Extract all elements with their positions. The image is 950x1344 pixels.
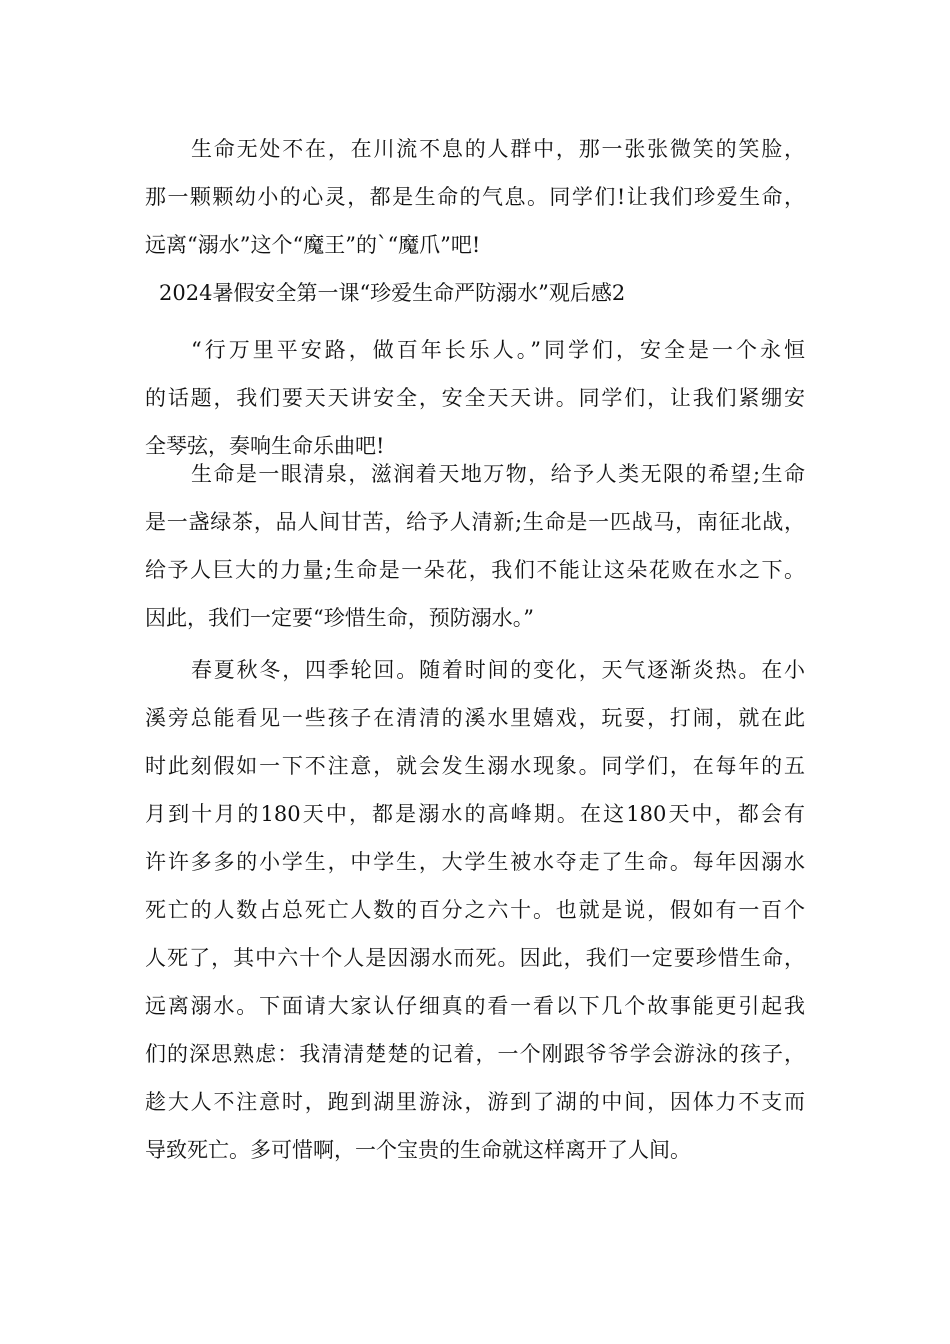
paragraph-line: 因此，我们一定要“珍惜生命，预防溺水。” xyxy=(145,606,534,630)
paragraph-line: 给予人巨大的力量;生命是一朵花，我们不能让这朵花败在水之下。 xyxy=(145,558,805,582)
paragraph-4 xyxy=(145,646,805,1174)
paragraph-line: 人死了，其中六十个人是因溺水而死。因此，我们一定要珍惜生命， xyxy=(145,946,805,970)
paragraph-line: 死亡的人数占总死亡人数的百分之六十。也就是说，假如有一百个 xyxy=(145,898,805,922)
paragraph-line: 溪旁总能看见一些孩子在清清的溪水里嬉戏，玩耍，打闹，就在此 xyxy=(145,706,805,730)
paragraph-line: 们的深思熟虑：我清清楚楚的记着，一个刚跟爷爷学会游泳的孩子， xyxy=(145,1042,805,1066)
paragraph-line: 远离“溺水”这个“魔王”的`“魔爪”吧! xyxy=(145,233,481,257)
paragraph-line: 远离溺水。下面请大家认仔细真的看一看以下几个故事能更引起我 xyxy=(145,994,805,1018)
paragraph-3 xyxy=(145,450,805,642)
paragraph-line: 生命无处不在，在川流不息的人群中，那一张张微笑的笑脸， xyxy=(191,137,805,161)
paragraph-line: 月到十月的180天中，都是溺水的高峰期。在这180天中，都会有 xyxy=(145,802,805,826)
paragraph-line: 时此刻假如一下不注意，就会发生溺水现象。同学们，在每年的五 xyxy=(145,754,805,778)
paragraph-line: 的话题，我们要天天讲安全，安全天天讲。同学们，让我们紧绷安 xyxy=(145,386,805,410)
paragraph-line: 那一颗颗幼小的心灵，都是生命的气息。同学们!让我们珍爱生命， xyxy=(145,185,805,209)
heading-line: 2024暑假安全第一课“珍爱生命严防溺水”观后感2 xyxy=(159,281,626,305)
paragraph-2 xyxy=(145,326,805,470)
paragraph-line: 全琴弦，奏响生命乐曲吧! xyxy=(145,434,385,458)
paragraph-line: 春夏秋冬，四季轮回。随着时间的变化，天气逐渐炎热。在小 xyxy=(191,658,805,682)
paragraph-line: 生命是一眼清泉，滋润着天地万物，给予人类无限的希望;生命 xyxy=(191,462,805,486)
paragraph-line: “行万里平安路，做百年长乐人。”同学们，安全是一个永恒 xyxy=(191,338,805,362)
paragraph-line: 导致死亡。多可惜啊，一个宝贵的生命就这样离开了人间。 xyxy=(145,1138,691,1162)
paragraph-line: 趁大人不注意时，跑到湖里游泳，游到了湖的中间，因体力不支而 xyxy=(145,1090,805,1114)
paragraph-line: 是一盏绿茶，品人间甘苦，给予人清新;生命是一匹战马，南征北战， xyxy=(145,510,805,534)
paragraph-1 xyxy=(145,125,805,269)
paragraph-line: 许许多多的小学生，中学生，大学生被水夺走了生命。每年因溺水 xyxy=(145,850,805,874)
section-heading xyxy=(145,269,805,317)
